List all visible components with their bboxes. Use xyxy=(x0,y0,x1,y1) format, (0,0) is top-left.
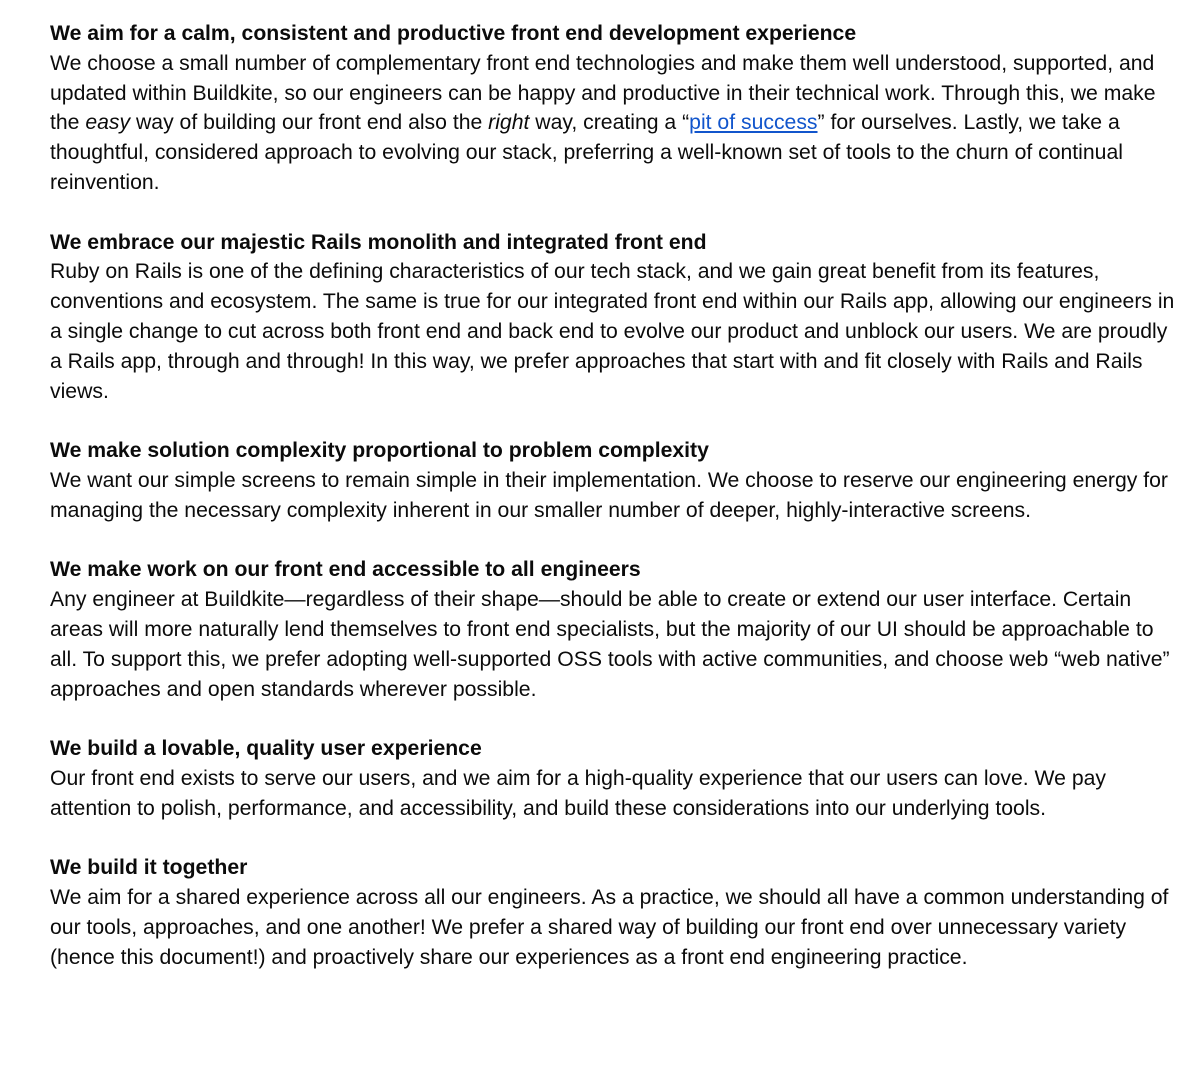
section-solution-complexity xyxy=(50,436,1180,525)
section-lovable-quality xyxy=(50,734,1180,823)
section-heading: We embrace our majestic Rails monolith and integrated front end xyxy=(50,230,707,254)
body-text: ” for ourselves. Lastly, we take a thoughtful, considered approach to evolving our stack, preferring a well-known set of tools to the churn of continual reinvention. xyxy=(50,111,1123,194)
section-build-together xyxy=(50,853,1180,972)
section-body: Our front end exists to serve our users, and we aim for a high-quality experience that our users can love. We pay attention to polish, performance, and accessibility, and build these considerations into our underlying tools. xyxy=(50,766,1106,820)
emphasis-right: right xyxy=(488,111,530,135)
section-heading: We make work on our front end accessible to all engineers xyxy=(50,558,641,582)
section-accessible-to-all xyxy=(50,555,1180,704)
section-calm-consistent xyxy=(50,19,1180,198)
section-body: We aim for a shared experience across all our engineers. As a practice, we should all have a common understanding of our tools, approaches, and one another! We prefer a shared way of building our front end over unnecessary variety (hence this document!) and proactively share our experiences as a front end engineering practice. xyxy=(50,886,1169,969)
body-text: way, creating a “ xyxy=(529,111,690,135)
section-heading: We build it together xyxy=(50,856,248,880)
emphasis-easy: easy xyxy=(85,111,131,135)
body-text: way of building our front end also the xyxy=(130,111,489,135)
section-body: Ruby on Rails is one of the defining characteristics of our tech stack, and we gain great benefit from its features, conventions and ecosystem. The same is true for our integrated front end within our Rails app, allowing our engineers in a single change to cut across both front end and back end to evolve our product and unblock our users. We are proudly a Rails app, through and through! In this way, we prefer approaches that start with and fit closely with Rails and Rails views. xyxy=(50,260,1175,403)
body-text: We choose a small number of complementary front end technologies and make them well understood, supported, and updated within Buildkite, so our engineers can be happy and productive in their technical work. Through this, we make the xyxy=(50,51,1156,135)
section-heading: We make solution complexity proportional to problem complexity xyxy=(50,439,709,463)
section-body xyxy=(50,49,1180,198)
section-heading: We aim for a calm, consistent and productive front end development experience xyxy=(50,22,857,45)
section-body: We want our simple screens to remain simple in their implementation. We choose to reserve our engineering energy for managing the necessary complexity inherent in our smaller number of deeper, highly-interactive screens. xyxy=(50,468,1168,522)
section-body: Any engineer at Buildkite—regardless of their shape—should be able to create or extend our user interface. Certain areas will more naturally lend themselves to front end specialists, but the majority of our UI should be approachable to all. To support this, we prefer adopting well-supported OSS tools with active communities, and choose web “web native” approaches and open standards wherever possible. xyxy=(50,588,1170,701)
section-rails-monolith xyxy=(50,228,1180,407)
pit-of-success-link[interactable]: pit of success xyxy=(689,111,818,135)
section-heading: We build a lovable, quality user experience xyxy=(50,737,482,761)
